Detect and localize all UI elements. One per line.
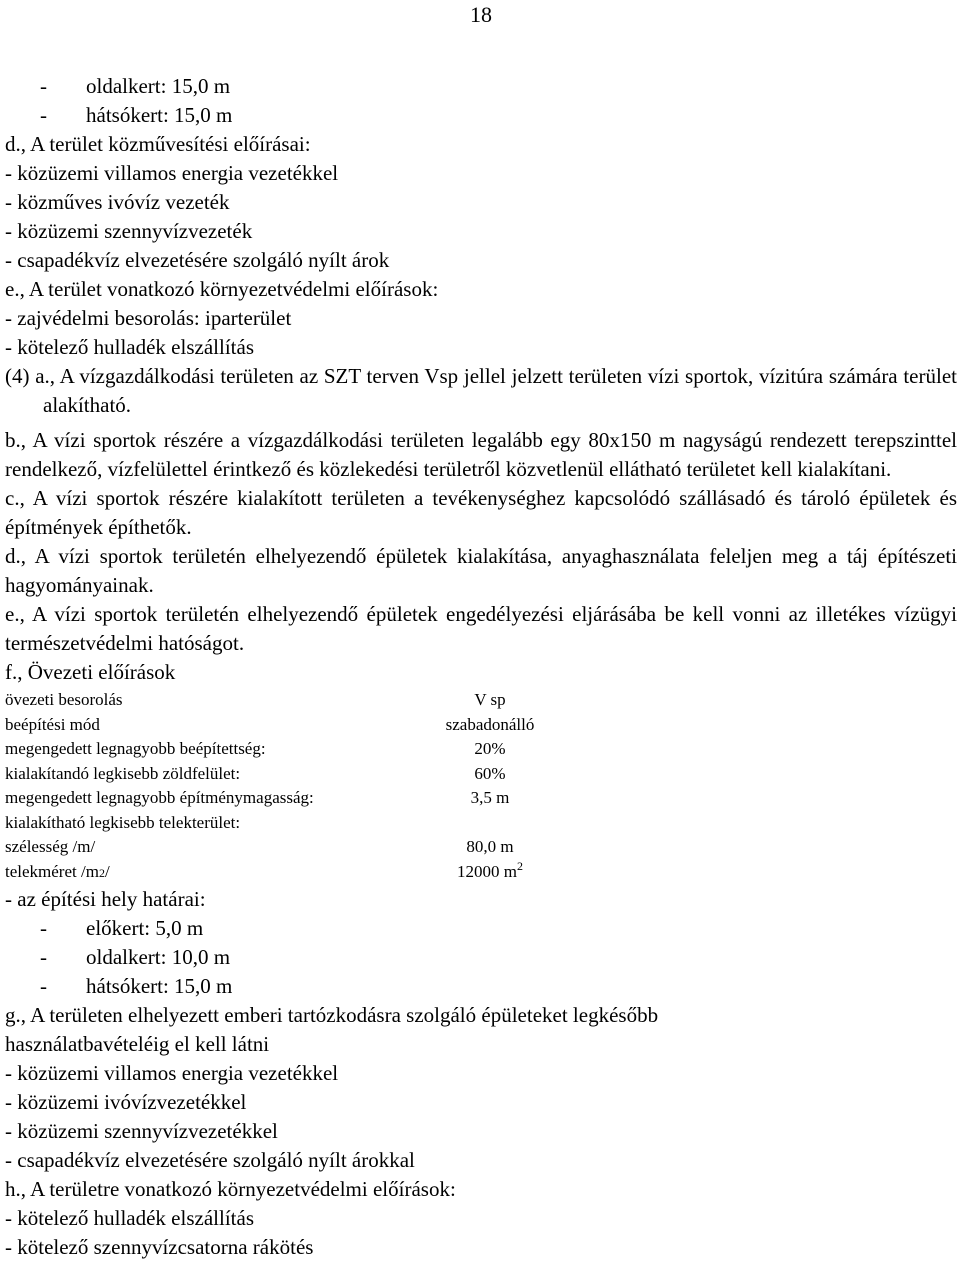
zoning-table <box>5 688 957 885</box>
table-row: beépítési mód szabadonálló <box>5 714 535 734</box>
list-item: - zajvédelmi besorolás: iparterület <box>5 306 292 330</box>
list-item: - közüzemi szennyvízvezeték <box>5 219 253 243</box>
list-item: - oldalkert: 10,0 m <box>40 945 231 969</box>
list-item: - kötelező szennyvízcsatorna rákötés <box>5 1235 314 1259</box>
section-h-title: h., A területre vonatkozó környezetvédelmi előírások: <box>5 1177 456 1201</box>
table-row-telekmeret: telekméret /m2/ 12000 $m^2$ <box>5 858 523 881</box>
list-item: - közüzemi szennyvízvezetékkel <box>5 1119 278 1143</box>
list-item: - kötelező hulladék elszállítás <box>5 1206 254 1230</box>
table-row: megengedett legnagyobb építménymagasság: 3,5 m <box>5 788 510 807</box>
document-body <box>5 72 957 1262</box>
table-row: kialakítandó legkisebb zöldfelület: 60% <box>5 763 506 783</box>
list-item: - kötelező hulladék elszállítás <box>5 335 254 359</box>
section-d-title: d., A terület közművesítési előírásai: <box>5 132 311 156</box>
list-item: - hátsókert: 15,0 m <box>40 974 233 998</box>
paragraph-4a: (4) a., A vízgazdálkodási területen az SZT terven Vsp jellel jelzett területen vízi sportok, vízitúra számára terület alakítható. <box>5 364 957 417</box>
paragraph-e: e., A vízi sportok területén elhelyezendő épületek engedélyezési eljárásába be kell vonni az illetékes vízügyi természetvédelmi hatóságot. <box>5 602 957 655</box>
section-g-title: g., A területen elhelyezett emberi tartózkodásra szolgáló épületeket legkésőbb használatbavételéig el kell látni <box>5 1003 659 1056</box>
list-item: - közüzemi villamos energia vezetékkel <box>5 1061 339 1085</box>
paragraph-c: c., A vízi sportok részére kialakított területen a tevékenységhez kapcsolódó szállásadó és tároló épületek és építmények építhetők. <box>5 486 957 539</box>
section-e-title: e., A terület vonatkozó környezetvédelmi előírások: <box>5 277 439 301</box>
building-line-title: - az építési hely határai: <box>5 887 206 911</box>
list-item: - közműves ivóvíz vezeték <box>5 190 230 214</box>
list-item: - csapadékvíz elvezetésére szolgáló nyílt árok <box>5 248 390 272</box>
list-item: - csapadékvíz elvezetésére szolgáló nyílt árokkal <box>5 1148 415 1172</box>
list-item: - előkert: 5,0 m <box>40 916 204 940</box>
list-item: - közüzemi ivóvízvezetékkel <box>5 1090 247 1114</box>
table-row: szélesség /m/ 80,0 m <box>5 837 514 856</box>
paragraph-d: d., A vízi sportok területén elhelyezendő épületek kialakítása, anyaghasználata feleljen meg a táj építészeti hagyományainak. <box>5 544 957 597</box>
table-row: övezeti besorolás V sp <box>5 690 506 709</box>
paragraph-b: b., A vízi sportok részére a vízgazdálkodási területen legalább egy 80x150 m nagyságú rendezett terepszinttel rendelkező, vízfelülettel érintkező és közlekedési területről közvetlenül ellátható területet kell kialakítani. <box>5 428 957 481</box>
list-item: - oldalkert: 15,0 m <box>40 74 231 98</box>
section-f-title: f., Övezeti előírások <box>5 660 176 684</box>
list-item: - hátsókert: 15,0 m <box>40 103 233 127</box>
page-number: 18 <box>470 2 492 27</box>
table-row: kialakítható legkisebb telekterület: <box>5 812 241 832</box>
table-row: megengedett legnagyobb beépítettség: 20% <box>5 739 506 758</box>
list-item: - közüzemi villamos energia vezetékkel <box>5 161 339 185</box>
